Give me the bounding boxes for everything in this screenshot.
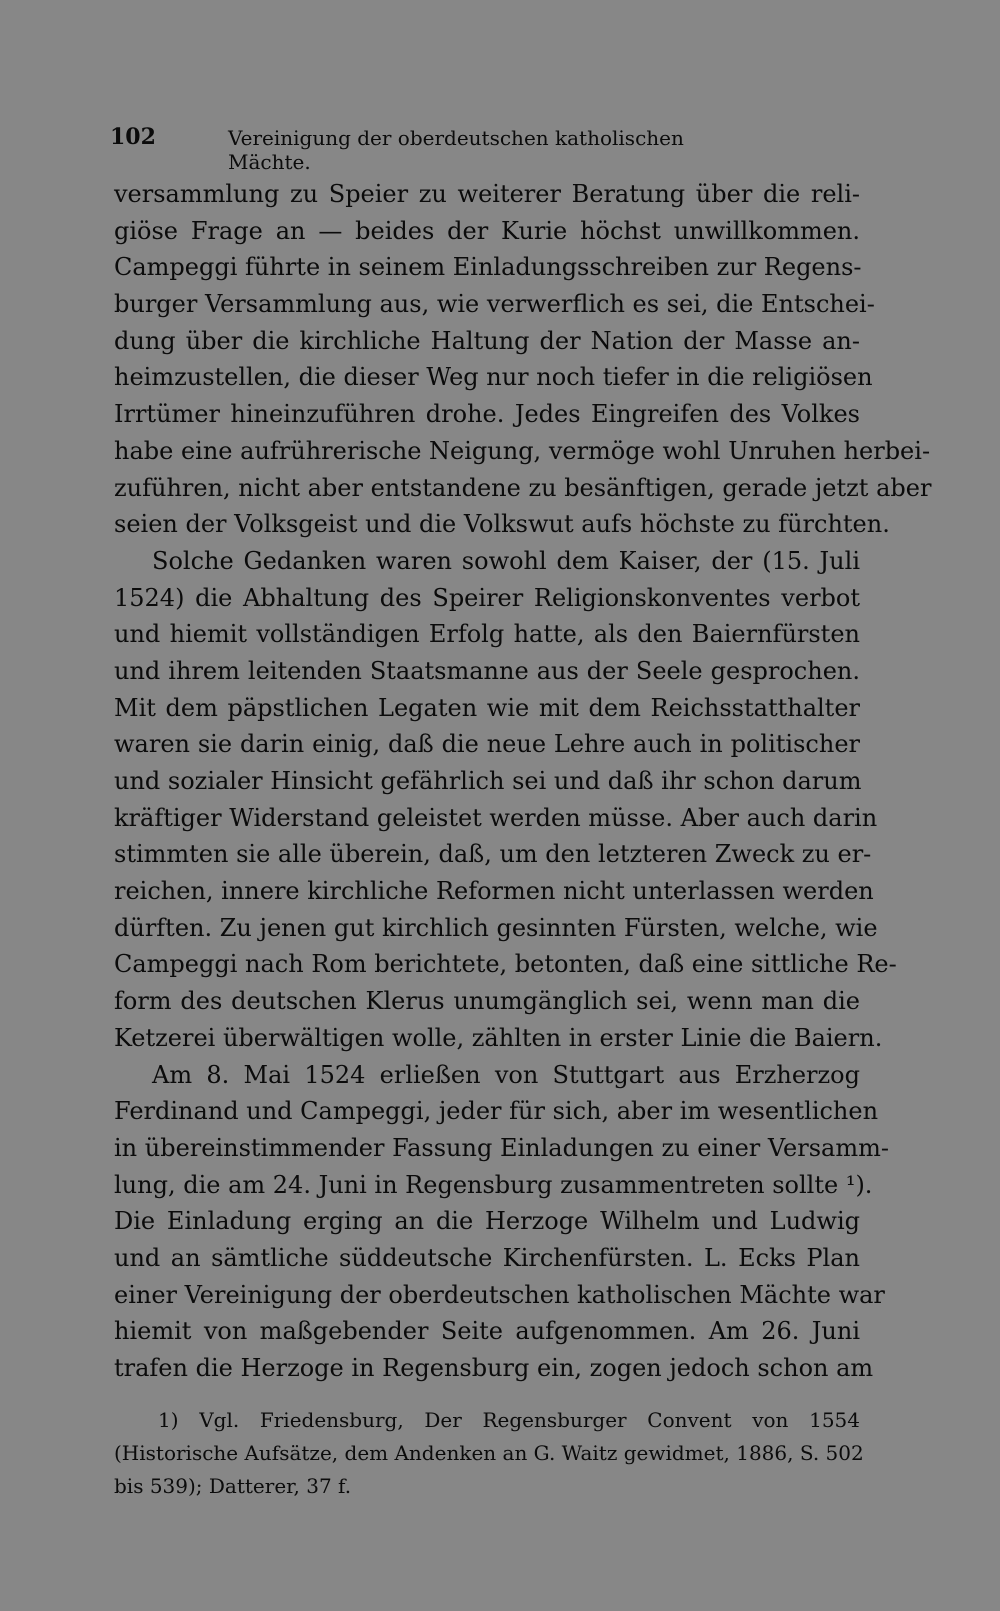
text-line: und sozialer Hinsicht gefährlich sei und daß ihr schon darum [114, 767, 862, 795]
text-line: Solche Gedanken waren sowohl dem Kaiser, der (15. Juli [152, 546, 860, 575]
text-line: seien der Volksgeist und die Volkswut aufs höchste zu fürchten. [114, 510, 890, 539]
text-line: dürften. Zu jenen gut kirchlich gesinnten Fürsten, welche, wie [114, 913, 878, 942]
text-line: Am 8. Mai 1524 erließen von Stuttgart aus Erzherzog [152, 1060, 860, 1089]
footnote-line: (Historische Aufsätze, dem Andenken an G. Waitz gewidmet, 1886, S. 502 [114, 1441, 864, 1465]
text-line: einer Vereinigung der oberdeutschen katholischen Mächte war [114, 1280, 885, 1309]
text-line: Die Einladung erging an die Herzoge Wilhelm und Ludwig [114, 1207, 860, 1236]
text-line: und an sämtliche süddeutsche Kirchenfürsten. L. Ecks Plan [114, 1243, 860, 1272]
text-line: Mit dem päpstlichen Legaten wie mit dem Reichsstatthalter [114, 693, 860, 722]
footnotes [114, 1404, 864, 1503]
text-line: form des deutschen Klerus unumgänglich sei, wenn man die [114, 987, 860, 1016]
page-number: 102 [110, 124, 156, 150]
footnote-line: bis 539); Datterer, 37 f. [114, 1474, 352, 1498]
text-line: Ferdinand und Campeggi, jeder für sich, aber im wesentlichen [114, 1097, 879, 1126]
text-line: versammlung zu Speier zu weiterer Beratung über die reli- [114, 180, 860, 208]
footnote-line: 1) Vgl. Friedensburg, Der Regensburger Convent von 1554 [158, 1408, 860, 1432]
text-line: Irrtümer hineinzuführen drohe. Jedes Eingreifen des Volkes [114, 400, 860, 429]
text-line: und ihrem leitenden Staatsmanne aus der Seele gesprochen. [114, 656, 860, 685]
text-line: Campeggi nach Rom berichtete, betonten, daß eine sittliche Re- [114, 950, 897, 979]
text-line: lung, die am 24. Juni in Regensburg zusammentreten sollte ¹). [114, 1170, 873, 1199]
text-line: hiemit von maßgebender Seite aufgenommen. Am 26. Juni [114, 1317, 860, 1346]
text-line: reichen, innere kirchliche Reformen nicht unterlassen werden [114, 877, 874, 906]
text-line: 1524) die Abhaltung des Speirer Religionskonventes verbot [114, 583, 860, 612]
text-line: dung über die kirchliche Haltung der Nation der Masse an- [114, 326, 860, 355]
running-header [110, 124, 730, 174]
text-line: kräftiger Widerstand geleistet werden müsse. Aber auch darin [114, 803, 878, 832]
text-line: Campeggi führte in seinem Einladungsschreiben zur Regens- [114, 253, 862, 282]
text-line: Ketzerei überwältigen wolle, zählten in erster Linie die Baiern. [114, 1023, 883, 1052]
running-title: Vereinigung der oberdeutschen katholischen Mächte. [228, 126, 684, 174]
text-line: waren sie darin einig, daß die neue Lehre auch in politischer [114, 730, 860, 759]
text-line: und hiemit vollständigen Erfolg hatte, als den Baiernfürsten [114, 620, 860, 649]
text-line: stimmten sie alle überein, daß, um den letzteren Zweck zu er- [114, 840, 872, 869]
text-line: in übereinstimmender Fassung Einladungen zu einer Versamm- [114, 1133, 889, 1162]
text-line: giöse Frage an — beides der Kurie höchst unwillkommen. [114, 216, 860, 245]
text-line: burger Versammlung aus, wie verwerflich es sei, die Entschei- [114, 290, 875, 319]
text-line: trafen die Herzoge in Regensburg ein, zogen jedoch schon am [114, 1354, 874, 1382]
body-text [114, 176, 932, 1387]
text-line: heimzustellen, die dieser Weg nur noch tiefer in die religiösen [114, 363, 873, 392]
text-line: zuführen, nicht aber entstandene zu besänftigen, gerade jetzt aber [114, 473, 932, 502]
text-line: habe eine aufrührerische Neigung, vermöge wohl Unruhen herbei- [114, 436, 931, 465]
